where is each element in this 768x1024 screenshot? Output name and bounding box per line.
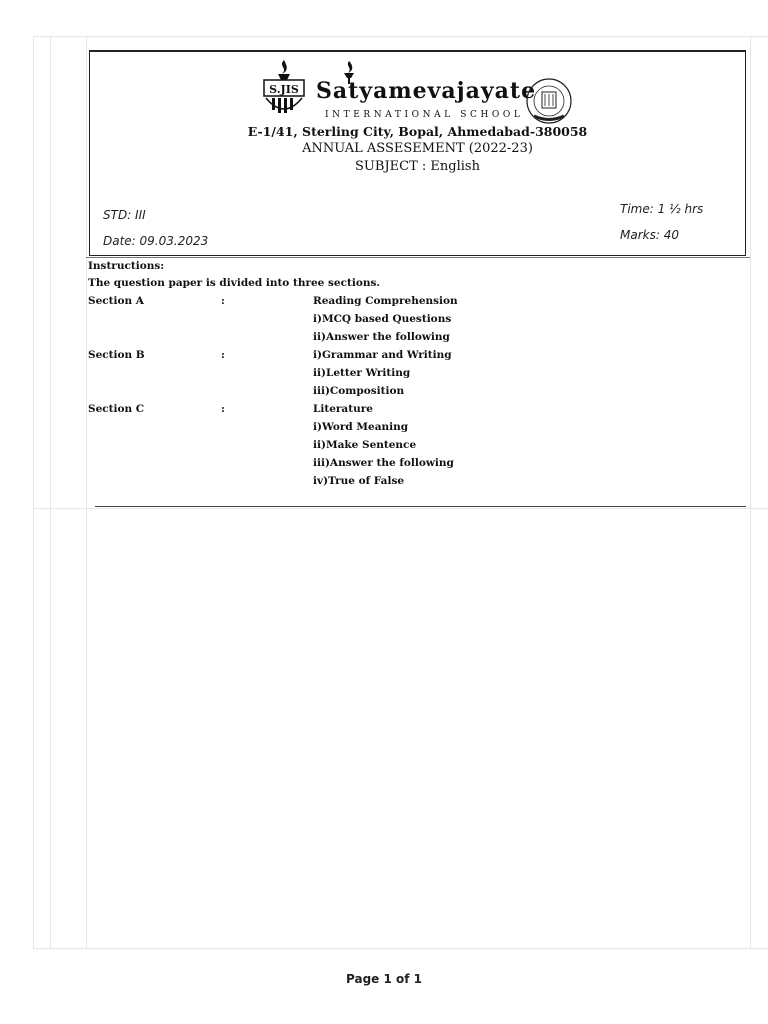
school-address: E-1/41, Sterling City, Bopal, Ahmedabad-380058: [247, 124, 588, 139]
section-c-title: Literature: [313, 403, 373, 415]
section-a-part: ii)Answer the following: [313, 331, 450, 343]
margin-guide-left: [50, 36, 51, 948]
section-c-colon: :: [221, 403, 225, 415]
section-b-colon: :: [221, 349, 225, 361]
board-seal-icon: [524, 76, 574, 126]
instructions-divider: [95, 506, 746, 507]
section-a-colon: :: [221, 295, 225, 307]
section-a-name: Section A: [88, 295, 144, 307]
section-b-name: Section B: [88, 349, 145, 361]
school-crest-icon: [262, 58, 306, 120]
section-a-title: Reading Comprehension: [313, 295, 458, 307]
page-border-bottom: [33, 948, 768, 949]
brand-subtitle: INTERNATIONAL SCHOOL: [325, 110, 524, 120]
section-c-part: i)Word Meaning: [313, 421, 409, 433]
section-c-name: Section C: [88, 403, 145, 415]
logo-row: [262, 58, 582, 124]
section-b-part: ii)Letter Writing: [313, 367, 411, 379]
section-b-title: i)Grammar and Writing: [313, 349, 452, 361]
marks-label: Marks: 40: [620, 228, 679, 242]
section-b-part: iii)Composition: [313, 385, 405, 397]
section-c-part: iii)Answer the following: [313, 457, 454, 469]
page-number: Page 1 of 1: [346, 972, 422, 986]
date-label: Date: 09.03.2023: [103, 234, 209, 248]
margin-guide-right: [750, 36, 751, 948]
margin-guide-mid: [33, 508, 768, 509]
brand-name: Satyamevajayate: [316, 78, 537, 104]
exam-title: ANNUAL ASSESEMENT (2022-23): [302, 141, 533, 156]
header-box: [89, 50, 746, 256]
page-border-top: [33, 36, 768, 37]
time-label: Time: 1 ½ hrs: [620, 202, 704, 216]
header-divider: [86, 257, 750, 258]
section-a-part: i)MCQ based Questions: [313, 313, 452, 325]
margin-guide-inner: [86, 36, 87, 948]
instructions-heading: Instructions:: [88, 260, 165, 272]
std-label: STD: III: [103, 208, 146, 222]
subject-line: SUBJECT : English: [355, 159, 480, 174]
page-border-left: [33, 36, 34, 948]
section-c-part: ii)Make Sentence: [313, 439, 417, 451]
section-c-part: iv)True of False: [313, 475, 405, 487]
svg-text:S.JIS: S.JIS: [269, 83, 299, 96]
instructions-intro: The question paper is divided into three sections.: [88, 277, 381, 289]
